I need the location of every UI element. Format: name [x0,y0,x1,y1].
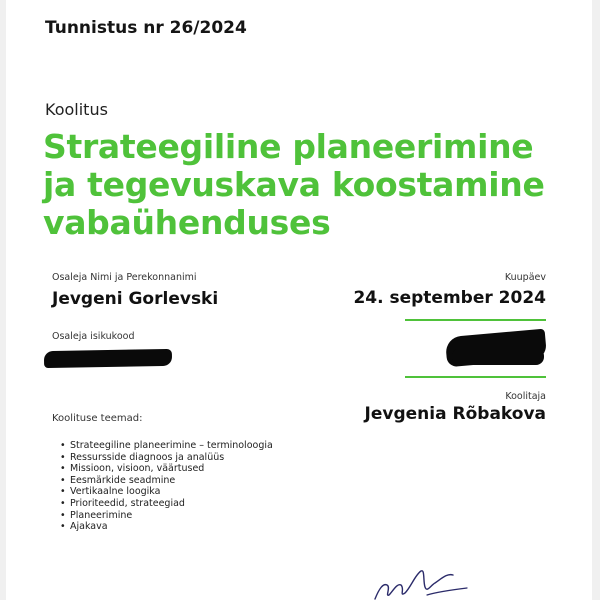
topic-item: • Eesmärkide seadmine [60,475,273,487]
course-title-line: Strateegiline planeerimine [43,127,534,166]
trainer-name: Jevgenia Rõbakova [364,404,546,424]
page-edge-left [0,0,6,600]
certificate-number: Tunnistus nr 26/2024 [45,18,247,38]
topic-item: • Missioon, visioon, väärtused [60,463,273,475]
course-title-line: ja tegevuskava koostamine [43,165,545,204]
page-edge-right [592,0,600,600]
date-label: Kuupäev [504,272,546,283]
topic-item: • Ressursside diagnoos ja analüüs [60,452,273,464]
course-title-line: vabaühenduses [43,203,331,242]
date-divider [405,319,546,321]
trainer-label: Koolitaja [505,391,546,402]
topic-item: • Vertikaalne loogika [60,486,273,498]
course-kicker: Koolitus [45,100,108,119]
topic-item: • Prioriteedid, strateegiad [60,498,273,510]
course-title [43,128,563,242]
topic-item: • Ajakava [60,521,273,533]
redacted-signature-block-lower [452,348,544,365]
participant-id-label: Osaleja isikukood [52,331,135,342]
participant-name-label: Osaleja Nimi ja Perekonnanimi [52,272,197,283]
topic-item: • Planeerimine [60,510,273,522]
topics-list [60,440,273,533]
redacted-id-code [44,349,172,368]
topic-item: • Strateegiline planeerimine – terminoloogia [60,440,273,452]
participant-name: Jevgeni Gorlevski [52,289,219,309]
date-value: 24. september 2024 [353,288,546,308]
signature-divider [405,376,546,378]
topics-heading: Koolituse teemad: [52,413,143,424]
handwritten-signature [365,565,475,600]
